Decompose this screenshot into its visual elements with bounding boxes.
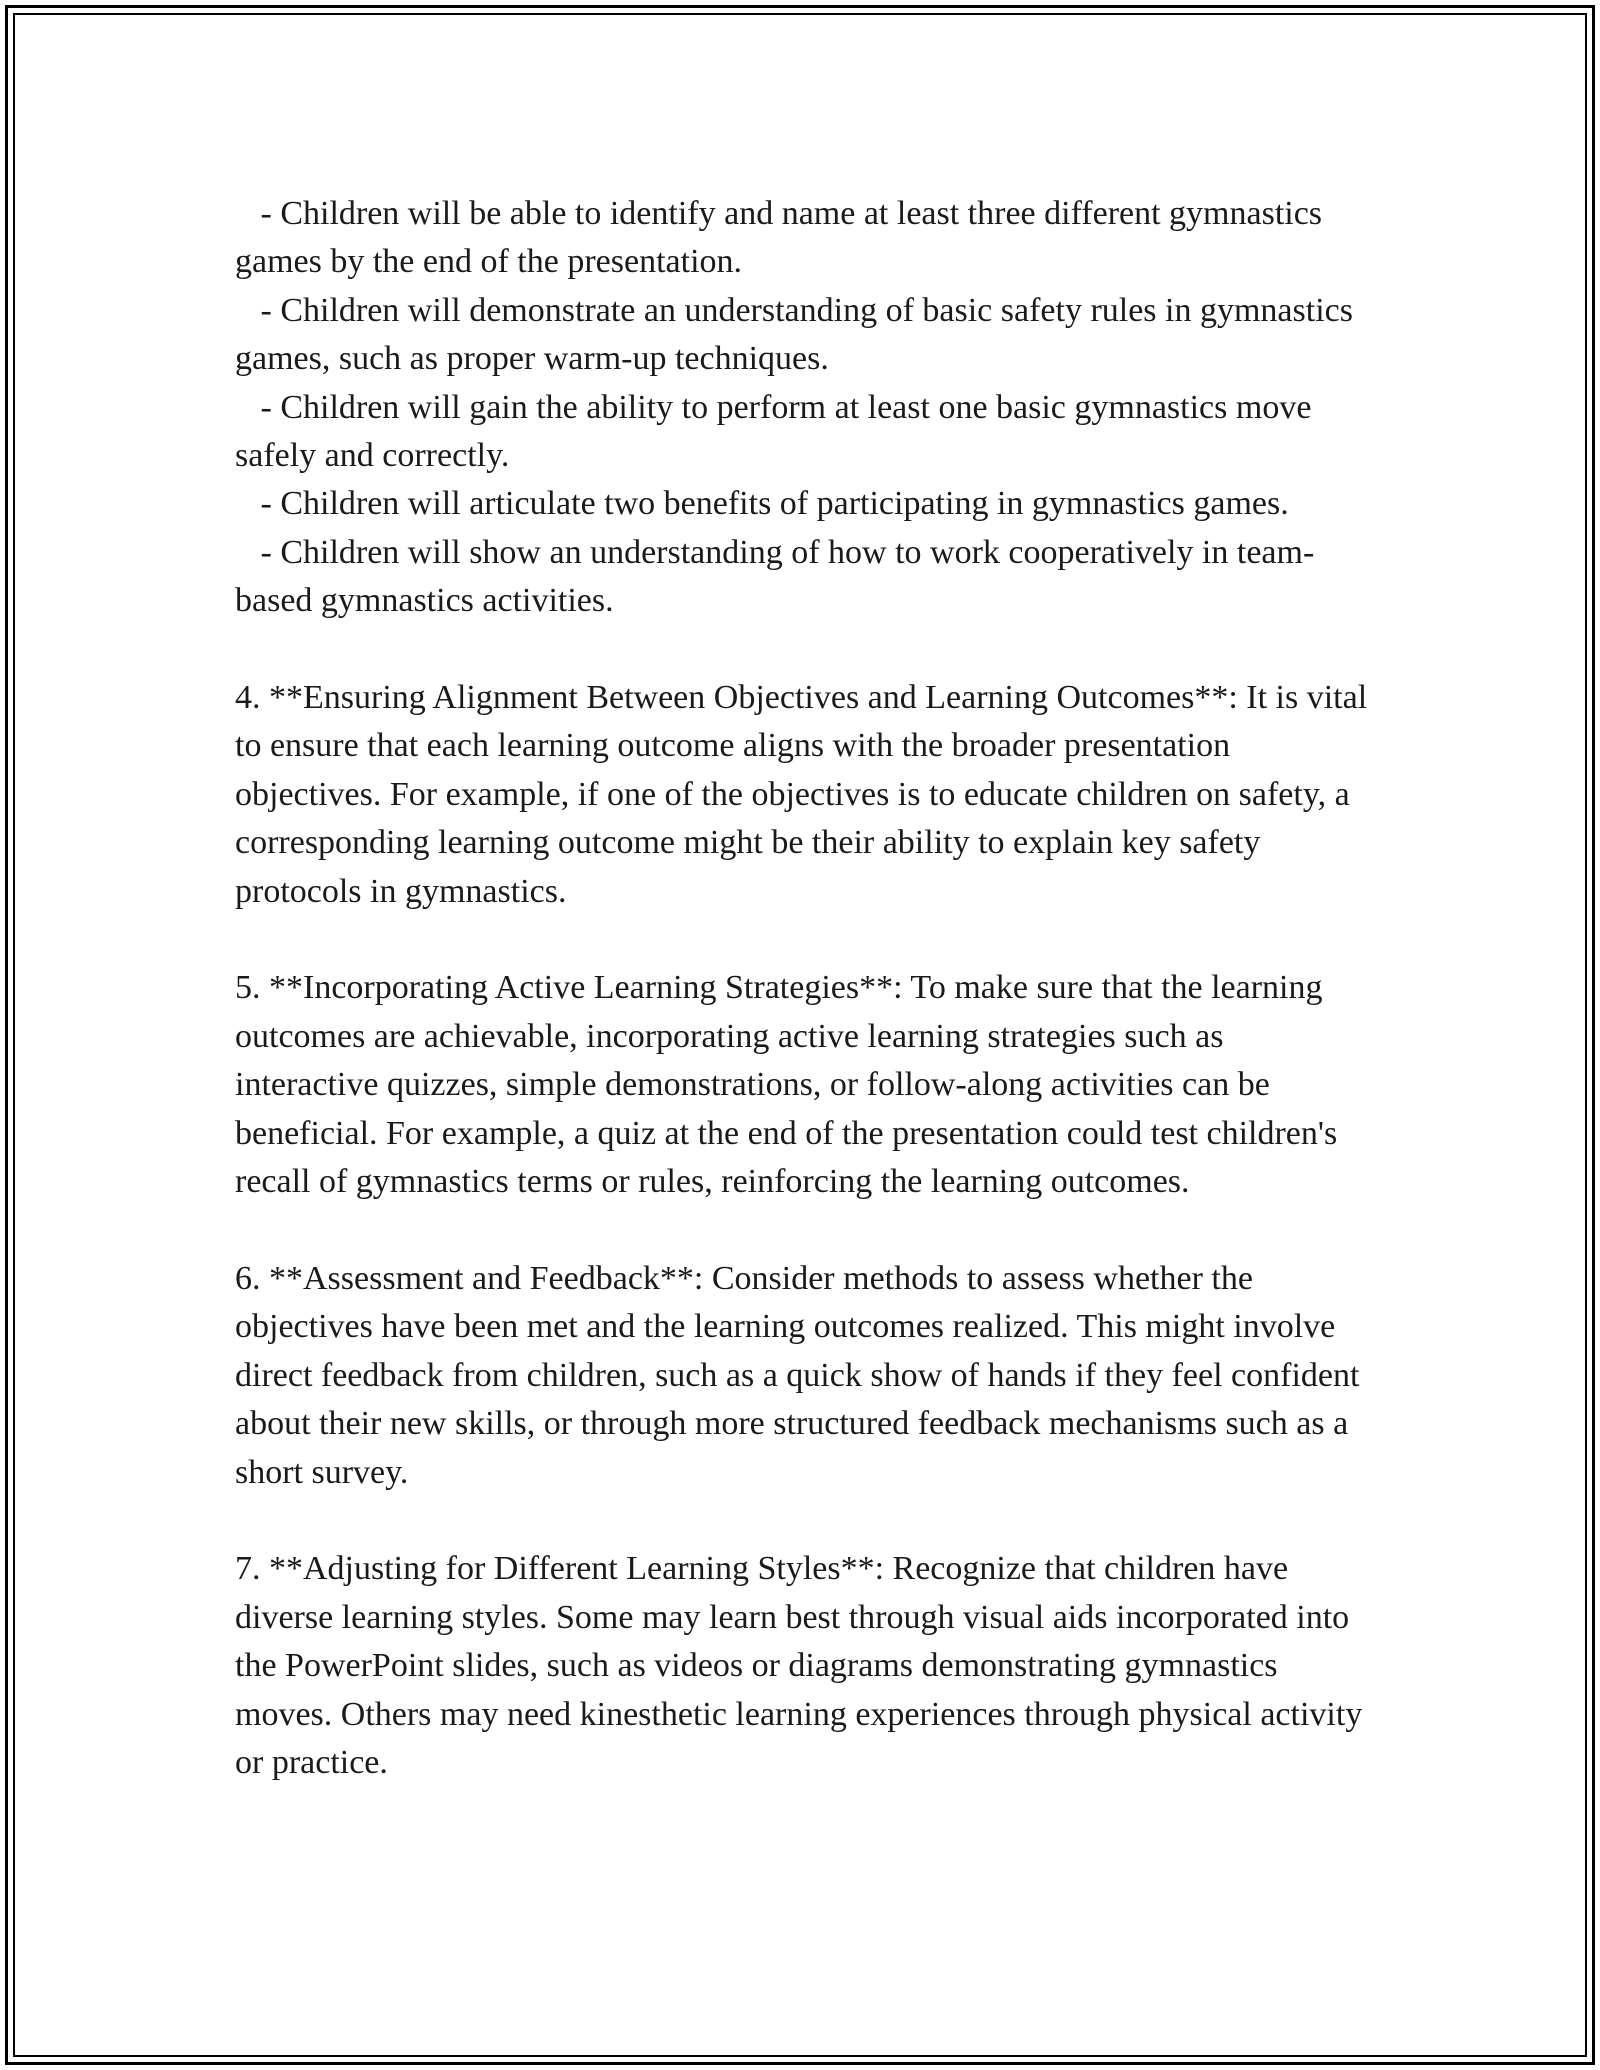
outcome-bullet: - Children will show an understanding of how to work cooperatively in team-based gymnastics activities.	[235, 533, 1315, 620]
outcome-bullet: - Children will be able to identify and name at least three different gymnastics games by the end of the presentation.	[235, 195, 1331, 281]
outcome-bullet: - Children will gain the ability to perform at least one basic gymnastics move safely and correctly.	[235, 388, 1320, 475]
document-body	[235, 190, 1375, 1787]
paragraph-gap	[235, 1207, 1375, 1255]
paragraph-gap	[235, 916, 1375, 964]
section-alignment: 4. **Ensuring Alignment Between Objectives and Learning Outcomes**: It is vital to ensure that each learning outcome aligns with the broader presentation objectives. For example, if one of the objectives is to educate children on safety, a corresponding learning outcome might be their ability to explain key safety protocols in gymnastics.	[235, 679, 1376, 910]
outcome-bullet: - Children will articulate two benefits of participating in gymnastics games.	[235, 485, 1289, 523]
section-active-learning: 5. **Incorporating Active Learning Strategies**: To make sure that the learning outcomes are achievable, incorporating active learning strategies such as interactive quizzes, simple demonstrations, or follow-along activities can be beneficial. For example, a quiz at the end of the presentation could test children's recall of gymnastics terms or rules, reinforcing the learning outcomes.	[235, 969, 1346, 1201]
section-assessment: 6. **Assessment and Feedback**: Consider methods to assess whether the objectives have been met and the learning outcomes realized. This might involve direct feedback from children, such as a quick show of hands if they feel confident about their new skills, or through more structured feedback mechanisms such as a short survey.	[235, 1259, 1368, 1491]
outcome-bullet: - Children will demonstrate an understanding of basic safety rules in gymnastics games, such as proper warm-up techniques.	[235, 291, 1362, 378]
paragraph-gap	[235, 1497, 1375, 1545]
section-learning-styles: 7. **Adjusting for Different Learning Styles**: Recognize that children have diverse learning styles. Some may learn best through visual aids incorporated into the PowerPoint slides, such as videos or diagrams demonstrating gymnastics moves. Others may need kinesthetic learning experiences through physical activity or practice.	[235, 1550, 1371, 1781]
paragraph-gap	[235, 626, 1375, 674]
